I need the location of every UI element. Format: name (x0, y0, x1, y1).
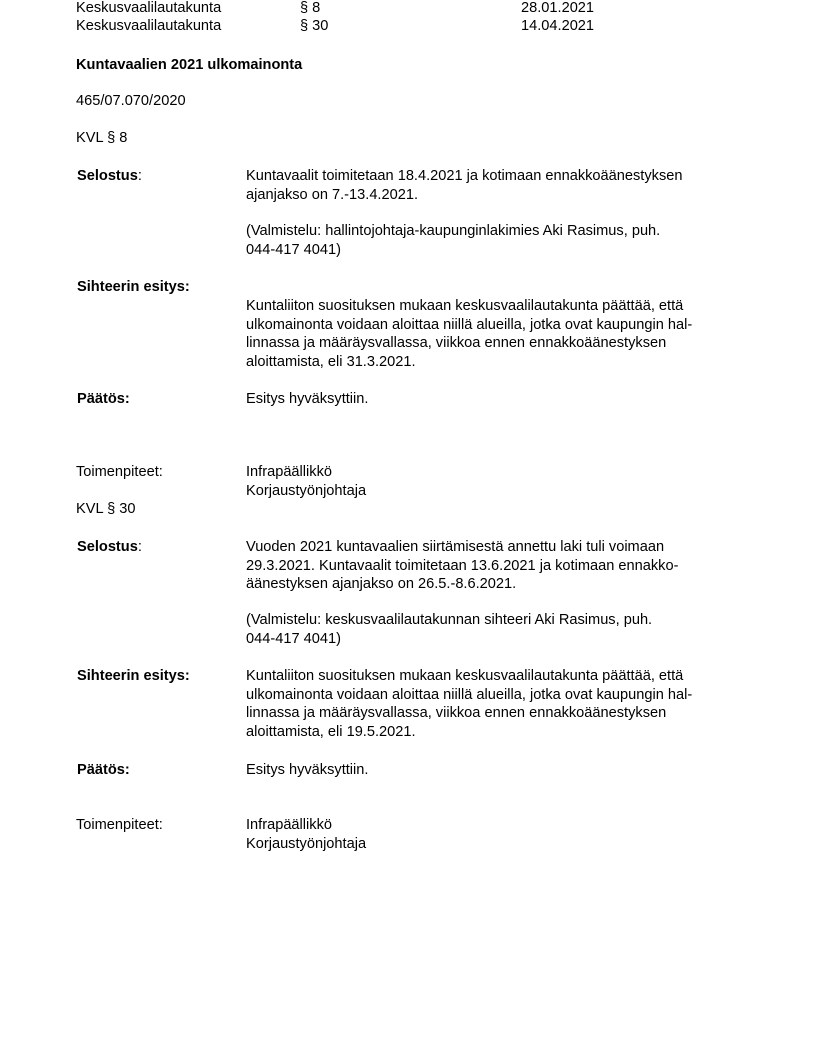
meeting-date: 14.04.2021 (521, 18, 595, 34)
toimenpiteet-text: Infrapäällikkö Korjaustyönjohtaja (246, 464, 367, 499)
paatos-text: Esitys hyväksyttiin. (246, 391, 369, 407)
meeting-date: 28.01.2021 (521, 0, 595, 16)
item-heading: KVL § 8 (76, 130, 128, 146)
meeting-body: Keskusvaalilautakunta (76, 0, 222, 16)
toimenpiteet-text: Infrapäällikkö Korjaustyönjohtaja (246, 817, 367, 852)
document-number: 465/07.070/2020 (76, 93, 186, 109)
document-title: Kuntavaalien 2021 ulkomainonta (76, 57, 303, 73)
sihteerin-esitys-text: Kuntaliiton suosituksen mukaan keskusvaalilautakunta päättää, että ulkomainonta voidaan aloittaa niillä alueilla, jotka ovat kaupungin hal- linnassa ja määräysvallassa, viikkoa ennen ennakkoäänestyksen aloittamista, eli 19.5.2021. (246, 668, 693, 740)
paatos-text: Esitys hyväksyttiin. (246, 762, 369, 778)
sihteerin-esitys-label: Sihteerin esitys: (77, 279, 190, 295)
toimenpiteet-label: Toimenpiteet: (76, 817, 163, 833)
valmistelu-text: (Valmistelu: hallintojohtaja-kaupunginlakimies Aki Rasimus, puh. 044-417 4041) (246, 223, 661, 258)
paatos-label: Päätös: (77, 762, 130, 778)
sihteerin-esitys-label: Sihteerin esitys: (77, 668, 190, 684)
toimenpiteet-label: Toimenpiteet: (76, 464, 163, 480)
sihteerin-esitys-text: Kuntaliiton suosituksen mukaan keskusvaalilautakunta päättää, että ulkomainonta voidaan aloittaa niillä alueilla, jotka ovat kaupungin hal- linnassa ja määräysvallassa, viikkoa ennen ennakkoäänestyksen aloittamista, eli 31.3.2021. (246, 298, 693, 370)
selostus-label: Selostus: (77, 539, 142, 555)
paatos-label: Päätös: (77, 391, 130, 407)
meeting-section: § 8 (300, 0, 321, 16)
valmistelu-text: (Valmistelu: keskusvaalilautakunnan sihteeri Aki Rasimus, puh. 044-417 4041) (246, 612, 653, 647)
item-heading: KVL § 30 (76, 501, 136, 517)
meeting-body: Keskusvaalilautakunta (76, 18, 222, 34)
selostus-text: Kuntavaalit toimitetaan 18.4.2021 ja kotimaan ennakkoäänestyksen ajanjakso on 7.-13.4.2021. (246, 168, 683, 203)
selostus-label: Selostus: (77, 168, 142, 184)
meeting-section: § 30 (300, 18, 329, 34)
selostus-text: Vuoden 2021 kuntavaalien siirtämisestä annettu laki tuli voimaan 29.3.2021. Kuntavaalit toimitetaan 13.6.2021 ja kotimaan ennakko- äänestyksen ajanjakso on 26.5.-8.6.2021. (246, 539, 679, 592)
